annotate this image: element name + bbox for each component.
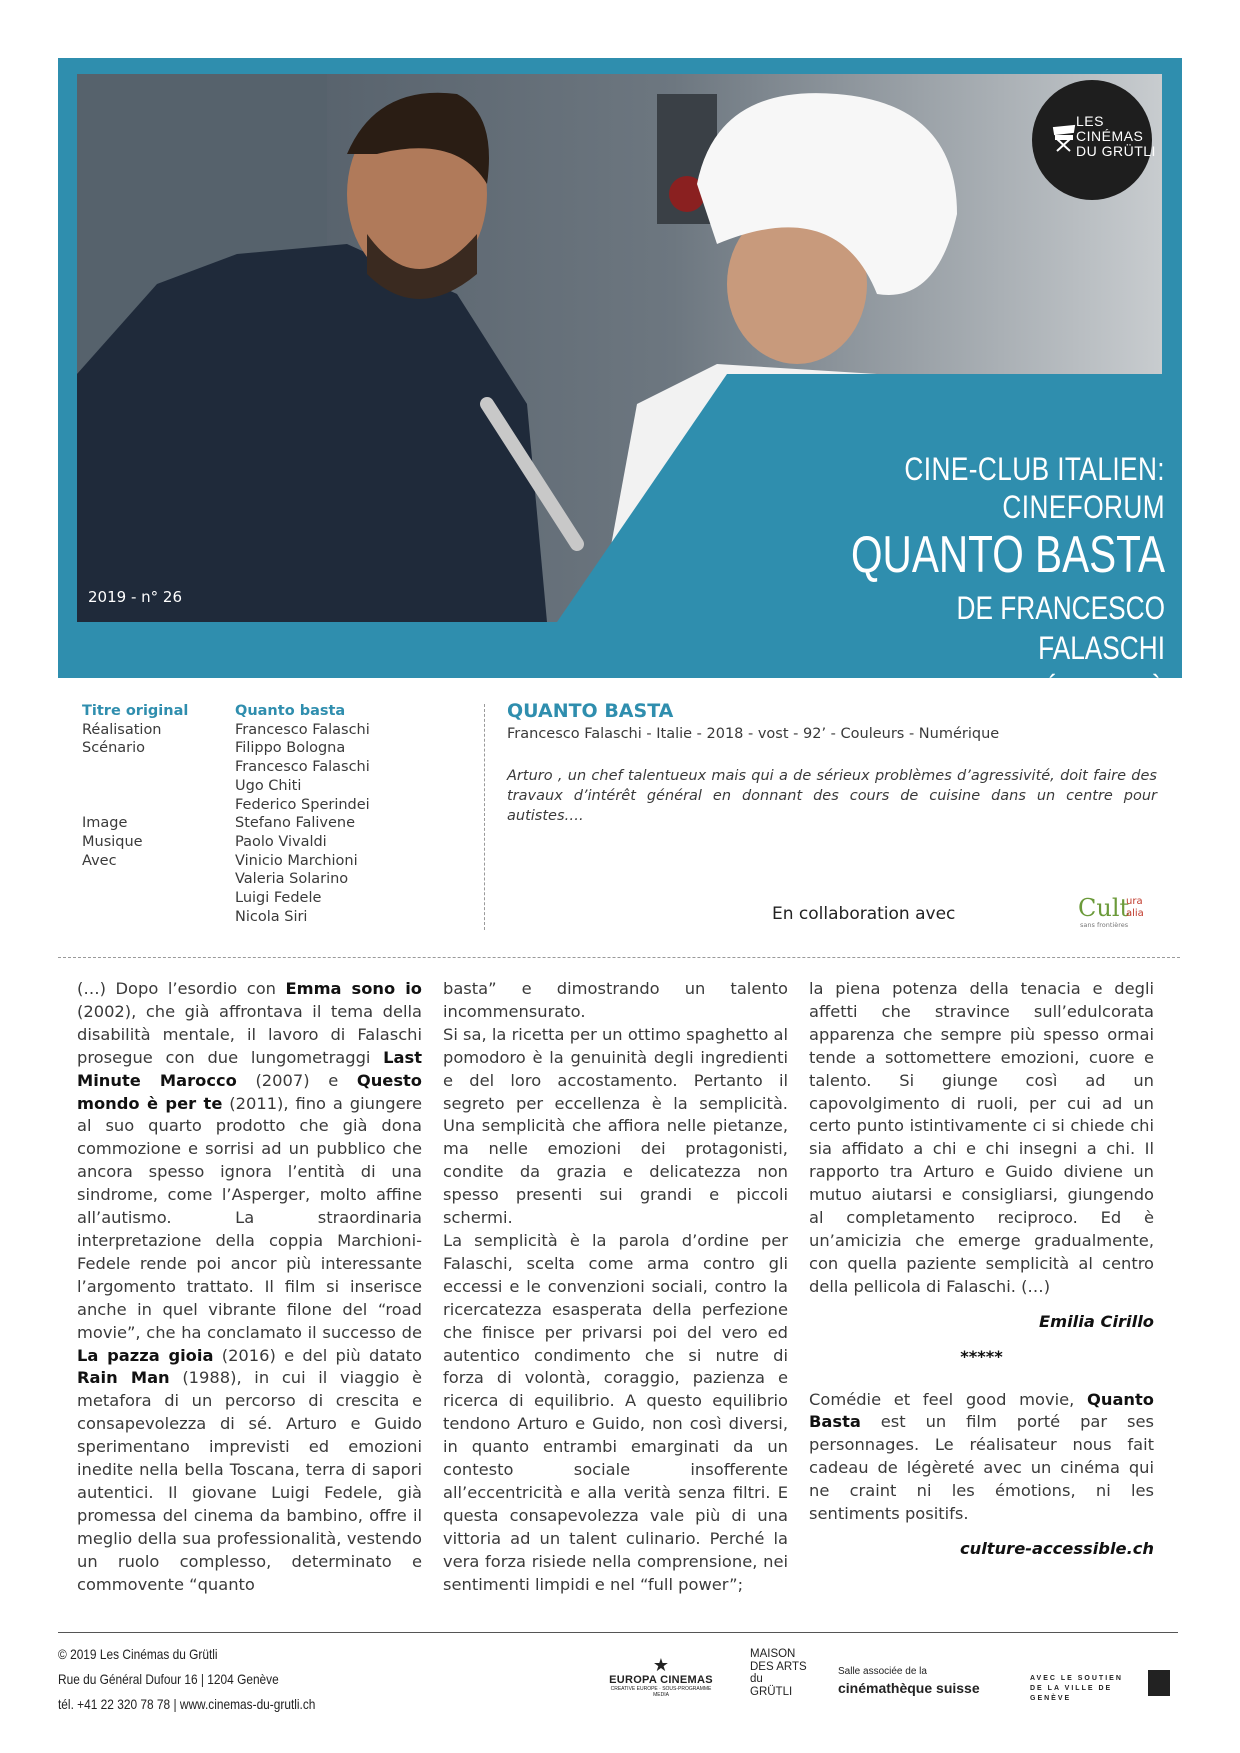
credit-value: Francesco Falaschi (235, 759, 370, 776)
europa-cinemas-logo: ★ EUROPA CINEMAS CREATIVE EUROPE · SOUS-PROGRAMME MEDIA (606, 1656, 716, 1698)
kicker: CINE-CLUB ITALIEN: CINEFORUM (904, 451, 1165, 525)
credits-row (82, 833, 462, 852)
credit-label (82, 889, 235, 908)
credit-label: Avec (82, 852, 117, 869)
credits-row (82, 889, 462, 908)
maison-des-arts-logo: MAISON DES ARTS du GRÜTLI (750, 1648, 807, 1698)
star-icon: ★ (652, 1655, 670, 1675)
film-meta: Francesco Falaschi - Italie - 2018 - vost - 92’ - Couleurs - Numérique (507, 726, 1000, 742)
collaboration-label: En collaboration avec (772, 904, 956, 924)
article-column-1 (77, 978, 422, 1596)
geneva-coat-of-arms-icon (1148, 1670, 1170, 1696)
article-paragraph: basta” e dimostrando un talento incommensurato. (443, 979, 788, 1021)
article-paragraph: la piena potenza della tenacia e degli affetti che stravince sull’edulcorata apparenza che sempre più spesso ormai tende a sottomettere emozioni, cuore e talento. Si giunge così ad un capovolgimento di ruoli, per cui ad un certo punto istintivamente ci si chiede chi sia affidato a chi e chi insegni a chi. Il rapporto tra Arturo e Guido diviene un mutuo aiutarsi e consigliarsi, giungendo al completamento reciproco. Ed è un’amicizia che emerge gradualmente, con quella paziente semplicità al centro della pellicola di Falaschi. (…) (809, 979, 1154, 1296)
credits-row (82, 721, 462, 740)
credit-label (82, 777, 235, 796)
credits-row (82, 814, 462, 833)
credits-row (82, 758, 462, 777)
credit-value: Federico Sperindei (235, 796, 370, 813)
article-author: Emilia Cirillo (1039, 1311, 1154, 1331)
credits-row (82, 702, 462, 721)
credit-label: Titre original (82, 703, 189, 719)
source-site: culture-accessible.ch (959, 1538, 1154, 1558)
credit-label: Musique (82, 833, 143, 850)
credits-row (82, 777, 462, 796)
credits-row (82, 908, 462, 927)
les-cinemas-du-grutli-logo (1032, 80, 1156, 200)
credit-value: Francesco Falaschi (235, 721, 370, 738)
vertical-divider (484, 704, 485, 930)
credit-value: Nicola Siri (235, 908, 308, 925)
logo-text: LES CINÉMAS DU GRÜTLI (1076, 113, 1156, 159)
credit-label (82, 908, 235, 927)
director-line: DE FRANCESCO FALASCHI (956, 590, 1165, 666)
date-line: MARDI 26 FÉVRIER À 20H45 (898, 673, 1165, 755)
horizontal-divider (58, 957, 1180, 958)
credits-row (82, 852, 462, 871)
film-heading: QUANTO BASTA (507, 700, 674, 722)
address: Rue du Général Dufour 16 | 1204 Genève (58, 1671, 279, 1687)
footer-contact (58, 1642, 315, 1717)
credit-label (82, 796, 235, 815)
credits-row (82, 739, 462, 758)
credit-label: Réalisation (82, 721, 162, 738)
credit-value: Filippo Bologna (235, 740, 346, 757)
svg-text:ura: ura (1126, 896, 1143, 907)
footer-divider (58, 1632, 1178, 1633)
synopsis: Arturo , un chef talentueux mais qui a de sérieux problèmes d’agressivité, doit faire des travaux d’intérêt général en donnant des cours de cuisine dans un centre pour autistes…. (507, 768, 1157, 824)
article-paragraph: (…) Dopo l’esordio con Emma sono io (2002), che già affrontava il tema della disabilità mentale, il lavoro di Falaschi prosegue con due lungometraggi Last Minute Marocco (2007) e Questo mondo è per te (2011), fino a giungere al suo quarto prodotto che già dona commozione e sorrisi ad un pubblico che ancora spesso ignora l’entità di una sindrome, come l’Asperger, molto affine all’autismo. La straordinaria interpretazione della coppia Marchioni-Fedele rende poi ancor più interessante l’argomento trattato. Il film si inserisce anche in quel vibrante filone del “road movie”, che ha conclamato il successo de La pazza gioia (2016) e del più datato Rain Man (1988), in cui il viaggio è metafora di un percorso di crescita e consapevolezza di sé. Arturo e Guido sperimentano imprevisti ed emozioni inedite nella bella Toscana, terra di sapori autentici. Il giovane Luigi Fedele, già promessa del cinema da bambino, offre il meglio della sua professionalità, vestendo un ruolo complesso, determinato e commovente “quanto (77, 979, 422, 1594)
credits-table (82, 702, 462, 926)
article-column-3 (809, 978, 1154, 1561)
svg-text:alia: alia (1126, 908, 1144, 919)
credit-value: Quanto basta (235, 703, 346, 719)
credit-label (82, 870, 235, 889)
cultura-alia-logo (1076, 890, 1156, 930)
article-paragraph: Si sa, la ricetta per un ottimo spaghetto al pomodoro è la genuinità degli ingredienti e del loro accostamento. Pertanto il segreto per eccellenza è la semplicità. Una semplicità che affiora nelle pietanze, ma nelle emozioni dei protagonisti, condite da grazia e delicatezza non spesso presenti sui grandi e piccoli schermi. (443, 1024, 788, 1228)
credit-label: Image (82, 815, 128, 832)
article-column-2 (443, 978, 788, 1596)
credits-row (82, 870, 462, 889)
ville-de-geneve-logo: AVEC LE SOUTIEN DE LA VILLE DE GENÈVE (1030, 1675, 1123, 1702)
svg-text:sans frontières: sans frontières (1080, 921, 1129, 929)
issue-number: 2019 - n° 26 (88, 588, 182, 606)
credit-value: Paolo Vivaldi (235, 833, 327, 850)
directors-chair-icon (1052, 124, 1076, 152)
separator-stars: ***** (960, 1346, 1003, 1366)
credit-label: Scénario (82, 740, 146, 757)
contact-line: tél. +41 22 320 78 78 | www.cinemas-du-grutli.ch (58, 1696, 316, 1712)
svg-text:Cult: Cult (1078, 894, 1130, 922)
credit-value: Valeria Solarino (235, 871, 349, 888)
credit-value: Vinicio Marchioni (235, 852, 358, 869)
credit-value: Luigi Fedele (235, 890, 322, 907)
title-block (760, 450, 1165, 760)
credit-value: Stefano Falivene (235, 815, 356, 832)
credit-label (82, 758, 235, 777)
page-title: QUANTO BASTA (850, 526, 1165, 584)
article-paragraph: Comédie et feel good movie, Quanto Basta est un film porté par ses personnages. Le réalisateur nous fait cadeau de légèreté avec un cinéma qui ne craint ni les émotions, ni les sentiments positifs. (809, 1389, 1154, 1524)
copyright: © 2019 Les Cinémas du Grütli (58, 1646, 218, 1662)
article-paragraph: La semplicità è la parola d’ordine per Falaschi, scelta come arma contro gli eccessi e le convenzioni sociali, contro la ricercatezza esasperata della perfezione che finisce per privarsi poi del vero ed autentico condimento che si nutre di forza di volontà, coraggio, pazienza e ricerca di equilibrio. A questo equilibrio tendono Arturo e Guido, non così diversi, in quanto entrambi emarginati da un contesto sociale insofferente all’eccentricità e alla verità senza filtri. E questa consapevolezza vale più di una vittoria ad un talent culinario. Perché la vera forza risiede nella comprensione, nei sentimenti limpidi e nel “full power”; (443, 1230, 788, 1594)
cinematheque-suisse-logo: Salle associée de la cinémathèque suisse (838, 1666, 980, 1696)
credits-row (82, 796, 462, 815)
credit-value: Ugo Chiti (235, 777, 302, 794)
